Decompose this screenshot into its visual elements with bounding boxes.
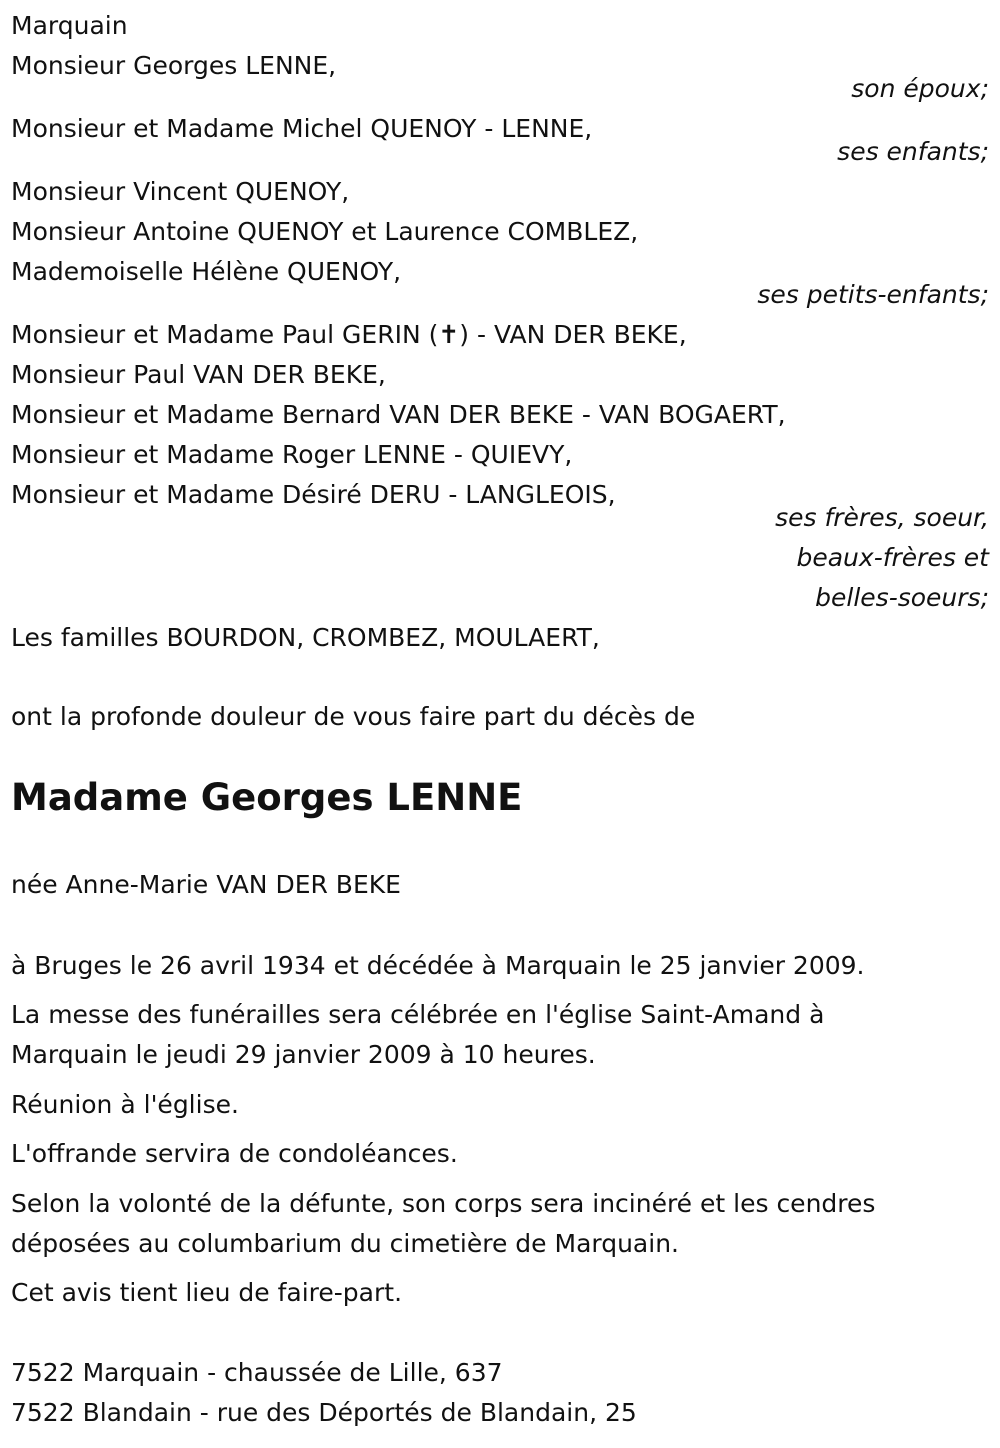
sibling-name: Monsieur et Madame Désiré DERU - LANGLEOIS, <box>11 480 616 509</box>
siblings-role-line: belles-soeurs; <box>815 583 989 612</box>
dates-line: à Bruges le 26 avril 1934 et décédée à Marquain le 25 janvier 2009. <box>11 951 865 980</box>
intro-line: ont la profonde douleur de vous faire part du décès de <box>11 702 696 731</box>
grandchild-name: Monsieur Antoine QUENOY et Laurence COMBLEZ, <box>11 217 639 246</box>
sibling-name: Monsieur et Madame Bernard VAN DER BEKE - VAN BOGAERT, <box>11 400 786 429</box>
born-name: née Anne-Marie VAN DER BEKE <box>11 870 401 899</box>
location-heading: Marquain <box>11 11 128 40</box>
spouse-name: Monsieur Georges LENNE, <box>11 51 337 80</box>
cremation-line: Selon la volonté de la défunte, son corps sera incinéré et les cendres <box>11 1189 876 1218</box>
offering-line: L'offrande servira de condoléances. <box>11 1139 458 1168</box>
meeting-line: Réunion à l'église. <box>11 1090 239 1119</box>
grandchild-name: Mademoiselle Hélène QUENOY, <box>11 257 402 286</box>
cremation-line: déposées au columbarium du cimetière de Marquain. <box>11 1229 679 1258</box>
sibling-name-suffix: ) - VAN DER BEKE, <box>459 320 687 349</box>
siblings-role-line: beaux-frères et <box>796 543 989 572</box>
siblings-role-line: ses frères, soeur, <box>775 503 989 532</box>
notice-line: Cet avis tient lieu de faire-part. <box>11 1278 403 1307</box>
sibling-name <box>11 315 687 355</box>
children-name: Monsieur et Madame Michel QUENOY - LENNE, <box>11 114 593 143</box>
mass-line: Marquain le jeudi 29 janvier 2009 à 10 heures. <box>11 1040 596 1069</box>
children-role: ses enfants; <box>837 137 989 166</box>
grandchild-name: Monsieur Vincent QUENOY, <box>11 177 350 206</box>
address-line: 7522 Blandain - rue des Déportés de Blandain, 25 <box>11 1398 637 1427</box>
cross-icon: ✝ <box>438 320 460 349</box>
grandchildren-role: ses petits-enfants; <box>757 280 989 309</box>
sibling-name: Monsieur et Madame Roger LENNE - QUIEVY, <box>11 440 573 469</box>
spouse-role: son époux; <box>851 74 989 103</box>
sibling-name: Monsieur Paul VAN DER BEKE, <box>11 360 386 389</box>
address-line: 7522 Marquain - chaussée de Lille, 637 <box>11 1358 503 1387</box>
sibling-name-prefix: Monsieur et Madame Paul GERIN ( <box>11 320 439 349</box>
deceased-name: Madame Georges LENNE <box>11 776 523 819</box>
families-line: Les familles BOURDON, CROMBEZ, MOULAERT, <box>11 623 600 652</box>
mass-line: La messe des funérailles sera célébrée en l'église Saint-Amand à <box>11 1000 825 1029</box>
